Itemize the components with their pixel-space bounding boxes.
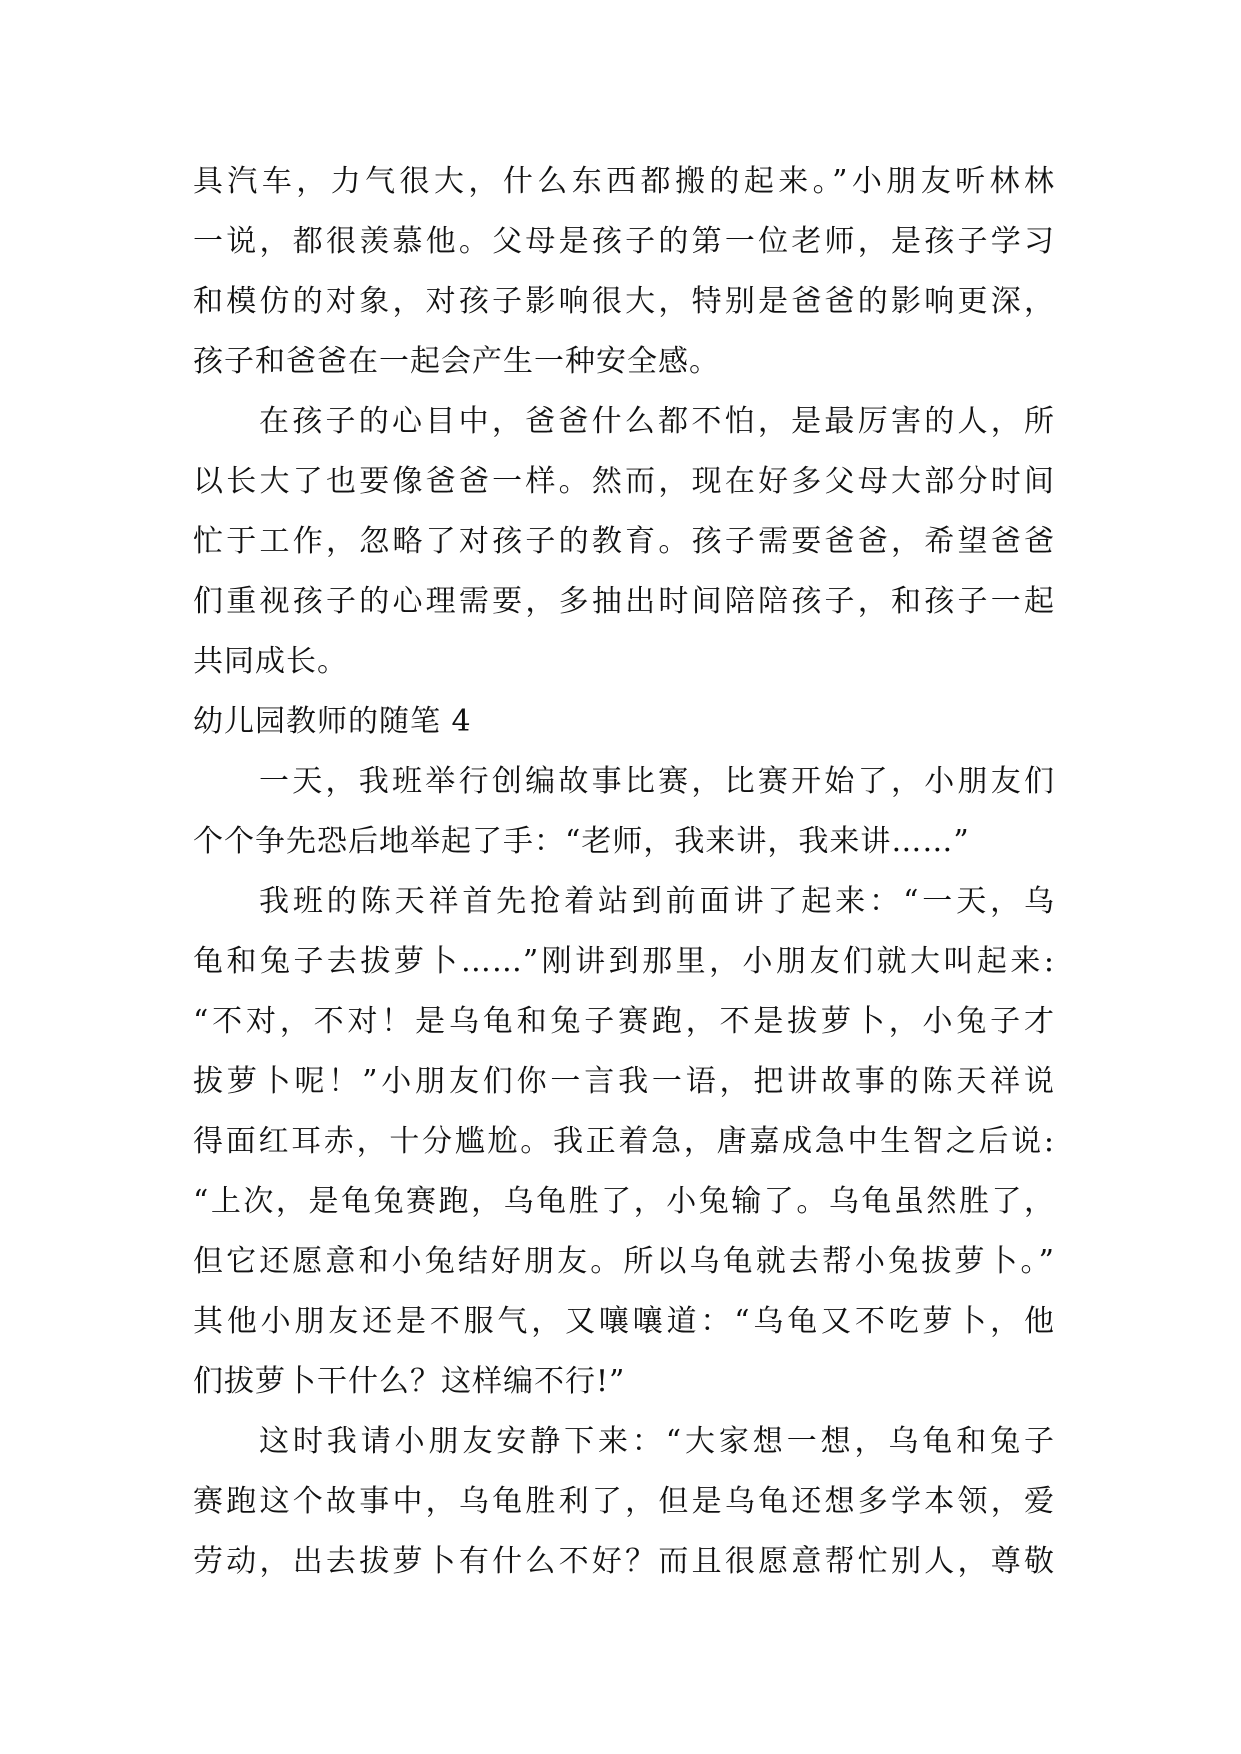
text-line: 们重视孩子的心理需要，多抽出时间陪陪孩子，和孩子一起	[193, 584, 1055, 619]
text-line: 具汽车，力气很大，什么东西都搬的起来。”小朋友听林林	[193, 164, 1055, 199]
text-line: 共同成长。	[193, 644, 348, 679]
text-line: “上次，是龟兔赛跑，乌龟胜了，小兔输了。乌龟虽然胜了，	[193, 1184, 1055, 1219]
text-line: 这时我请小朋友安静下来：“大家想一想，乌龟和兔子	[259, 1424, 1055, 1459]
text-line: 以长大了也要像爸爸一样。然而，现在好多父母大部分时间	[193, 464, 1055, 499]
document-body	[193, 152, 1055, 1592]
text-line: 我班的陈天祥首先抢着站到前面讲了起来：“一天，乌	[259, 884, 1055, 919]
text-line: 在孩子的心目中，爸爸什么都不怕，是最厉害的人，所	[259, 404, 1055, 439]
text-line: 个个争先恐后地举起了手：“老师，我来讲，我来讲……”	[193, 824, 970, 859]
text-line: 龟和兔子去拔萝卜……”刚讲到那里，小朋友们就大叫起来:	[193, 944, 1055, 979]
text-line: 拔萝卜呢！”小朋友们你一言我一语，把讲故事的陈天祥说	[193, 1064, 1055, 1099]
text-line: 得面红耳赤，十分尴尬。我正着急，唐嘉成急中生智之后说:	[193, 1124, 1055, 1159]
text-line: 但它还愿意和小兔结好朋友。所以乌龟就去帮小兔拔萝卜。”	[193, 1244, 1055, 1279]
section-heading: 幼儿园教师的随笔 4	[193, 704, 472, 739]
text-line: 孩子和爸爸在一起会产生一种安全感。	[193, 344, 720, 379]
text-line: 其他小朋友还是不服气，又嚷嚷道：“乌龟又不吃萝卜，他	[193, 1304, 1055, 1339]
text-line: 和模仿的对象，对孩子影响很大，特别是爸爸的影响更深，	[193, 284, 1055, 319]
text-line: 一说，都很羡慕他。父母是孩子的第一位老师，是孩子学习	[193, 224, 1055, 259]
text-line: 一天，我班举行创编故事比赛，比赛开始了，小朋友们	[259, 764, 1055, 799]
text-line: 赛跑这个故事中，乌龟胜利了，但是乌龟还想多学本领，爱	[193, 1484, 1055, 1519]
text-line: 忙于工作，忽略了对孩子的教育。孩子需要爸爸，希望爸爸	[193, 524, 1055, 559]
text-line: “不对，不对！是乌龟和兔子赛跑，不是拔萝卜，小兔子才	[193, 1004, 1055, 1039]
text-line: 们拔萝卜干什么？这样编不行!”	[193, 1364, 626, 1399]
text-line: 劳动，出去拔萝卜有什么不好？而且很愿意帮忙别人，尊敬	[193, 1544, 1055, 1579]
